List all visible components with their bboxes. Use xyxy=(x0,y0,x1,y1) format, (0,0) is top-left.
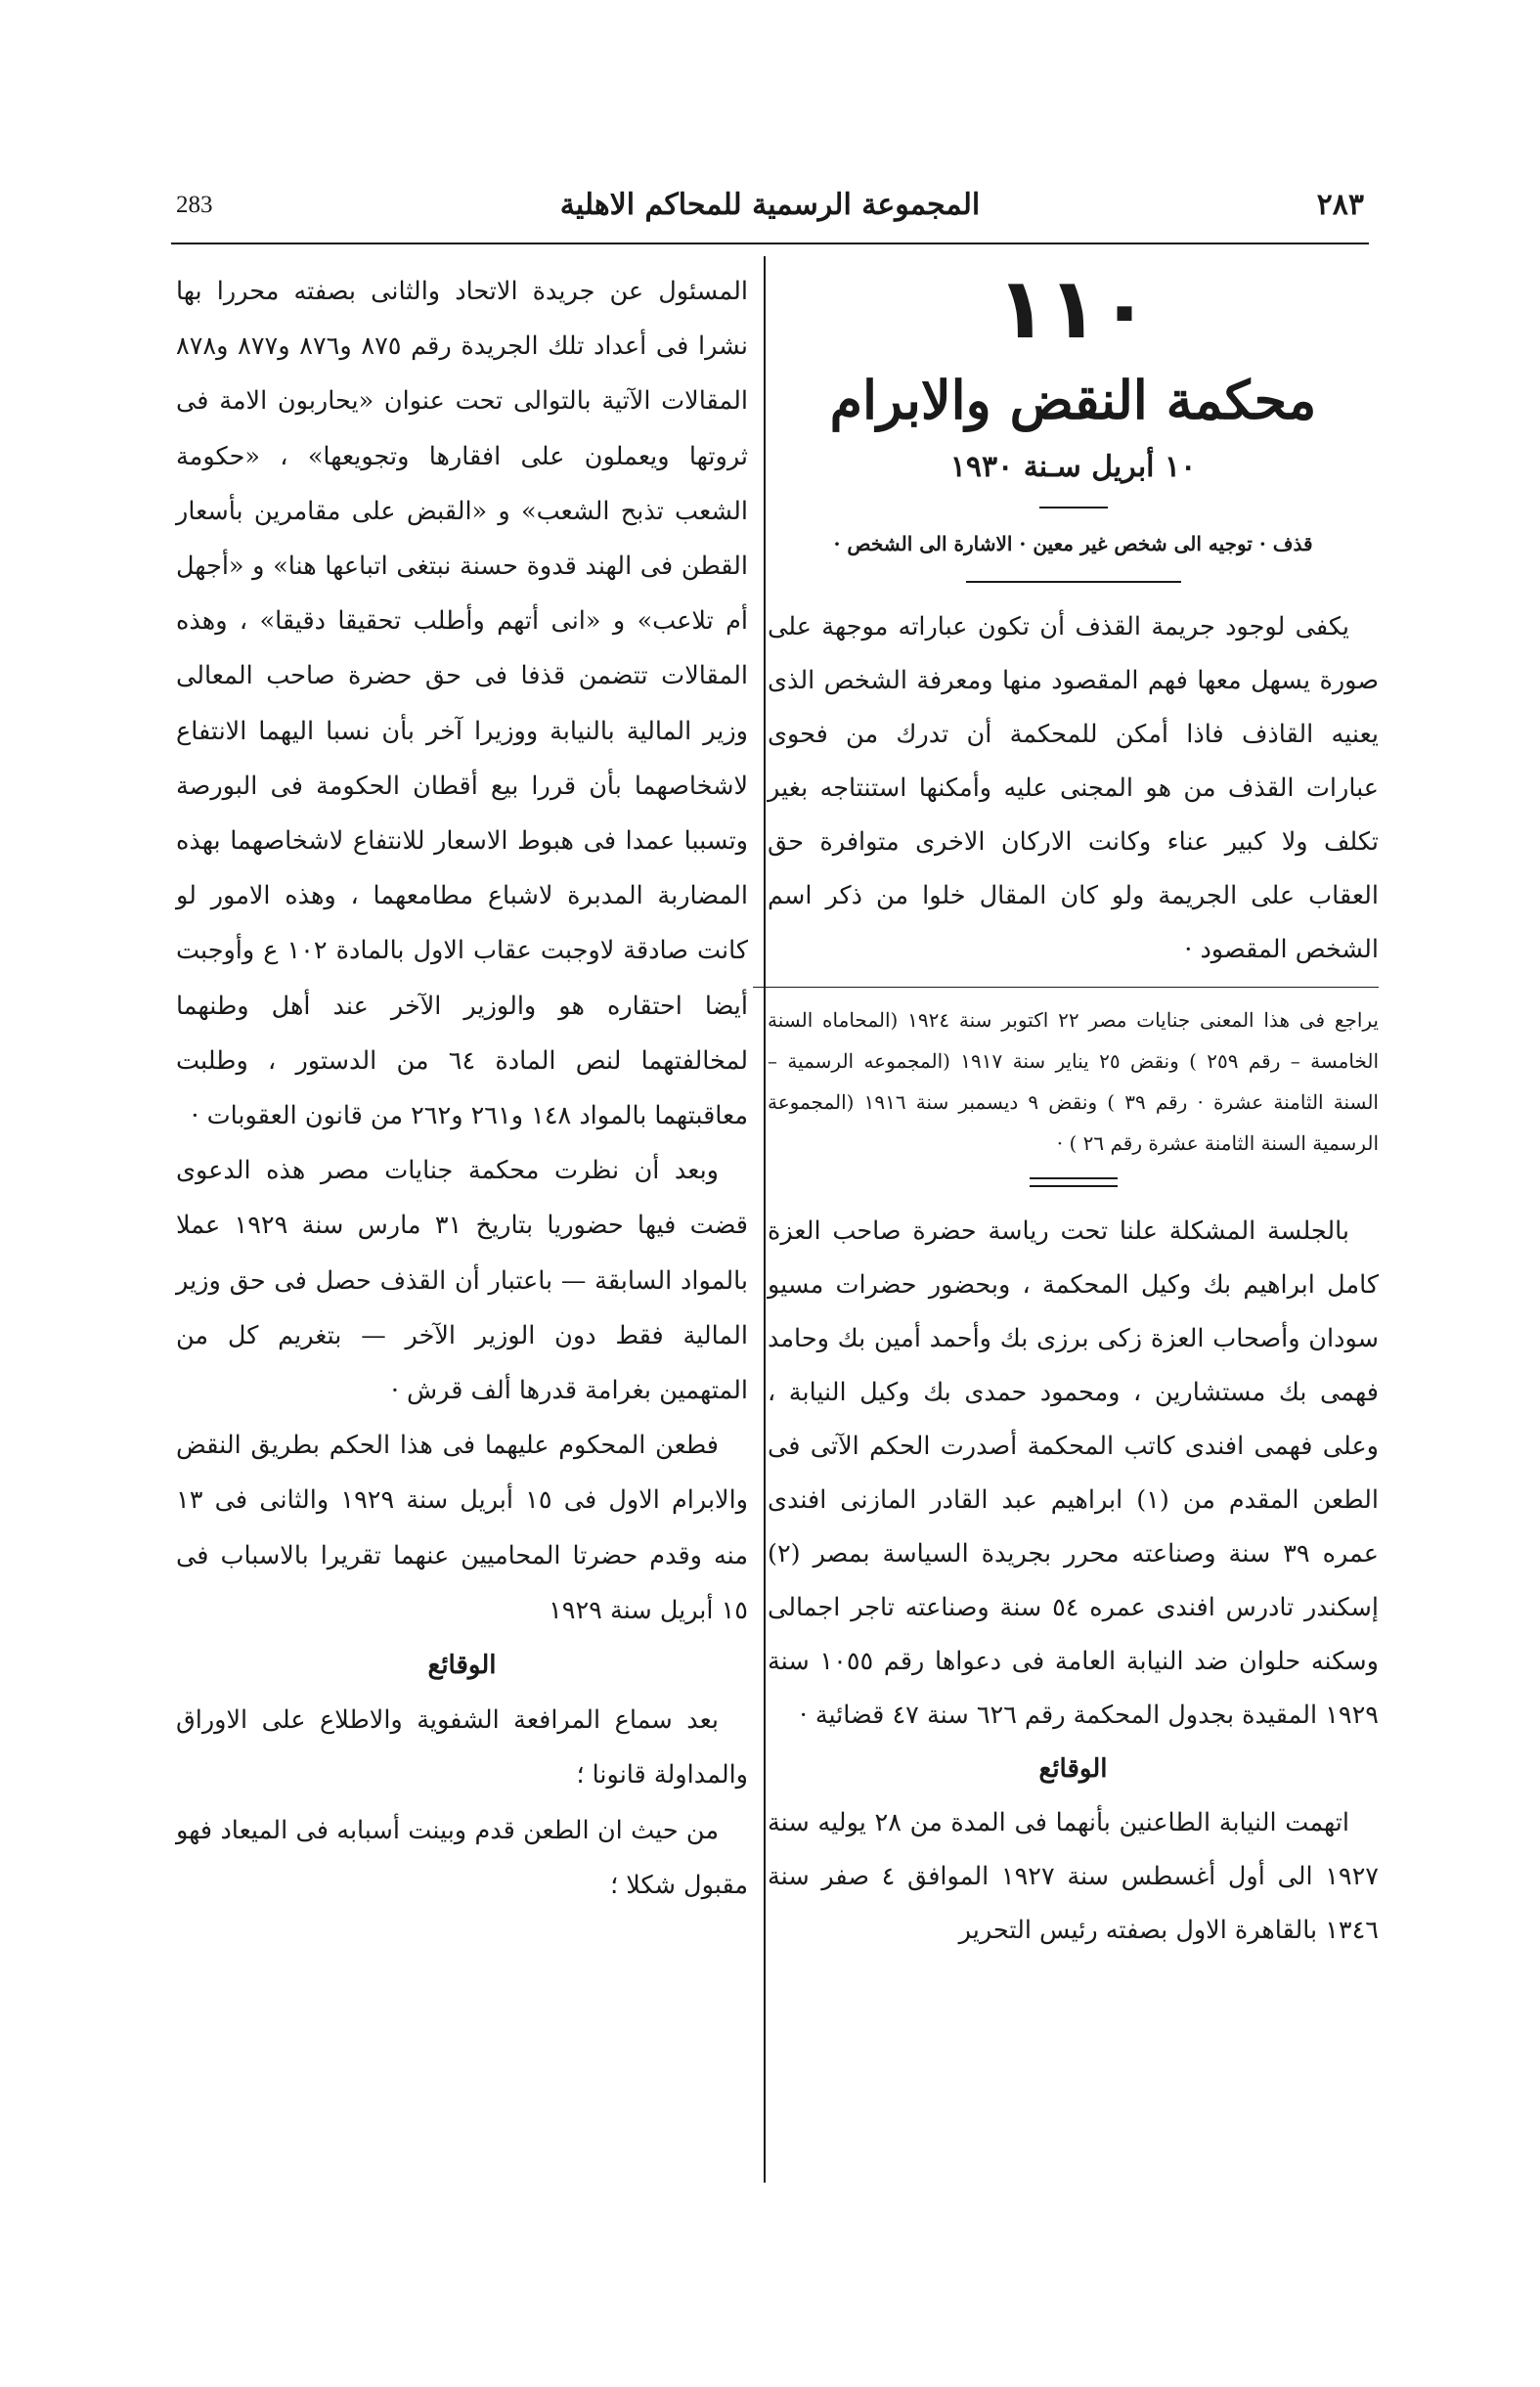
left-paragraph-2: وبعد أن نظرت محكمة جنايات مصر هذه الدعوى قضت فيها حضوريا بتاريخ ٣١ مارس سنة ١٩٢٩ عملا بالمواد السابقة — باعتبار أن القذف حصل فى حق وزير المالية فقط دون الوزير الآخر — بتغريم كل من المتهمين بغرامة قدرها ألف قرش · xyxy=(176,1156,748,1406)
double-rule xyxy=(1030,1177,1118,1187)
keywords: قذف · توجيه الى شخص غير معين · الاشارة الى الشخص · xyxy=(833,532,1313,555)
references-note: يراجع فى هذا المعنى جنايات مصر ٢٢ اكتوبر سنة ١٩٢٤ (المحاماه السنة الخامسة – رقم ٢٥٩ ) ونقض ٢٥ يناير سنة ١٩١٧ (المجموعه الرسمية – السنة الثامنة عشرة · رقم ٣٩ ) ونقض ٩ ديسمبر سنة ١٩١٦ (المجموعة الرسمية السنة الثامنة عشرة رقم ٢٦ ) · xyxy=(768,1008,1380,1155)
header-rule xyxy=(171,243,1369,244)
references-rule xyxy=(753,987,1379,988)
legal-principle: يكفى لوجود جريمة القذف أن تكون عباراته موجهة على صورة يسهل معها فهم المقصود منها ومعرفة الشخص الذى يعنيه القاذف فاذا أمكن للمحكمة أن تدرك من فحوى عبارات القذف من هو المجنى عليه وأمكنها استنتاجه بغير تكلف ولا كبير عناء وكانت الاركان الاخرى متوافرة حق العقاب على الجريمة ولو كان المقال خلوا من ذكر اسم الشخص المقصود · xyxy=(768,612,1379,964)
facts-start-paragraph: اتهمت النيابة الطاعنين بأنهما فى المدة من ٢٨ يوليه سنة ١٩٢٧ الى أول أغسطس سنة ١٩٢٧ الموافق ٤ صفر سنة ١٣٤٦ بالقاهرة الاول بصفته رئيس التحرير xyxy=(768,1808,1379,1945)
facts-heading-left: الوقائع xyxy=(427,1651,497,1681)
keywords-rule xyxy=(966,581,1181,583)
facts-heading-right: الوقائع xyxy=(1038,1754,1108,1784)
left-column xyxy=(176,264,748,1913)
left-paragraph-5: من حيث ان الطعن قدم وبينت أسبابه فى الميعاد فهو مقبول شكلا ؛ xyxy=(176,1815,748,1900)
page-number-arabic: ٢٨٣ xyxy=(1316,188,1364,222)
right-column xyxy=(768,260,1380,1958)
page-number-latin: 283 xyxy=(176,192,213,218)
judgment-date: ١٠ أبريل سـنة ١٩٣٠ xyxy=(949,450,1197,484)
court-name: محكمة النقض والابرام xyxy=(829,369,1317,431)
page-header xyxy=(176,188,1364,237)
left-paragraph-3: فطعن المحكوم عليهما فى هذا الحكم بطريق النقض والابرام الاول فى ١٥ أبريل سنة ١٩٢٩ والثانى فى ١٣ منه وقدم حضرتا المحاميين عنهما تقريرا بالاسباب فى ١٥ أبريل سنة ١٩٢٩ xyxy=(176,1431,748,1625)
column-divider xyxy=(764,256,766,2183)
session-paragraph: بالجلسة المشكلة علنا تحت رياسة حضرة صاحب العزة كامل ابراهيم بك وكيل المحكمة ، وبحضور حضرات مسيو سودان وأصحاب العزة زكى برزى بك وأحمد أمين بك وحامد فهمى بك مستشارين ، ومحمود حمدى بك وكيل النيابة ، وعلى فهمى افندى كاتب المحكمة أصدرت الحكم الآتى فى الطعن المقدم من (١) ابراهيم عبد القادر المازنى افندى عمره ٣٩ سنة وصناعته محرر بجريدة السياسة بمصر (٢) إسكندر تادرس افندى عمره ٥٤ سنة وصناعته تاجر اجمالى وسكنه حلوان ضد النيابة العامة فى دعواها رقم ١٠٥٥ سنة ١٩٢٩ المقيدة بجدول المحكمة رقم ٦٢٦ سنة ٤٧ قضائية · xyxy=(768,1216,1379,1730)
left-paragraph-1: المسئول عن جريدة الاتحاد والثانى بصفته محررا بها نشرا فى أعداد تلك الجريدة رقم ٨٧٥ و٨٧٦ و٨٧٧ و٨٧٨ المقالات الآتية بالتوالى تحت عنوان «يحاربون الامة فى ثروتها ويعملون على افقارها وتجويعها» ، «حكومة الشعب تذبح الشعب» و «القبض على مقامرين بأسعار القطن فى الهند قدوة حسنة نبتغى اتباعها هنا» و «أجهل أم تلاعب» و «انى أتهم وأطلب تحقيقا دقيقا» ، وهذه المقالات تتضمن قذفا فى حق حضرة صاحب المعالى وزير المالية بالنيابة ووزيرا آخر بأن نسبا اليهما الانتفاع لاشخاصهما بأن قررا بيع أقطان الحكومة فى البورصة وتسببا عمدا فى هبوط الاسعار للانتفاع لاشخاصهما بهذه المضاربة المدبرة لاشباع مطامعهما ، وهذه الامور لو كانت صادقة لاوجبت عقاب الاول بالمادة ١٠٢ ع وأوجبت أيضا احتقاره هو والوزير الآخر عند أهل وطنهما لمخالفتهما لنص المادة ٦٤ من الدستور ، وطلبت معاقبتهما بالمواد ١٤٨ و٢٦١ و٢٦٢ من قانون العقوبات · xyxy=(176,277,749,1131)
left-paragraph-4: بعد سماع المرافعة الشفوية والاطلاع على الاوراق والمداولة قانونا ؛ xyxy=(176,1705,748,1790)
journal-title: المجموعة الرسمية للمحاكم الاهلية xyxy=(559,188,981,222)
short-rule xyxy=(1039,507,1108,508)
judgment-number: ١١٠ xyxy=(995,260,1151,358)
